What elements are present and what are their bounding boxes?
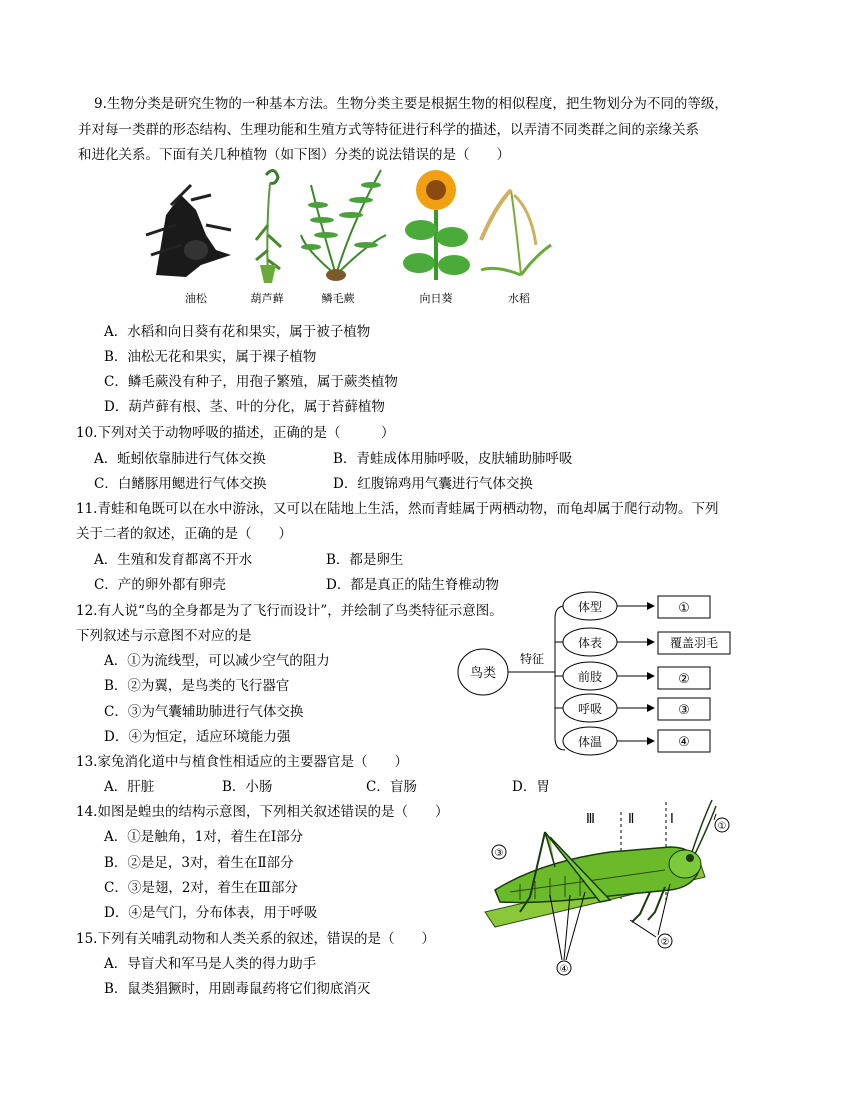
q11-option-d: D．都是真正的陆生脊椎动物 <box>326 577 499 593</box>
node-body-surface <box>563 628 730 656</box>
node-body-shape <box>563 592 710 620</box>
root-label: 鸟类 <box>469 666 497 681</box>
q14-option-d: D．④是气门，分布体表，用于呼吸 <box>104 905 318 921</box>
svg-text:③: ③ <box>678 703 690 718</box>
svg-text:①: ① <box>678 601 690 616</box>
svg-text:体型: 体型 <box>577 600 603 614</box>
marker-1: ① <box>717 821 727 832</box>
caption-fern: 鳞毛蕨 <box>321 292 355 305</box>
fern-image <box>301 170 386 281</box>
marker-3: ③ <box>494 848 504 859</box>
q14-option-a: A．①是触角，1对，着生在Ⅰ部分 <box>104 829 304 845</box>
q13-stem: 13.家兔消化道中与植食性相适应的主要器官是（ ） <box>76 754 408 770</box>
q12-option-a: A．①为流线型，可以减少空气的阻力 <box>104 653 330 669</box>
plant-figures <box>136 165 566 290</box>
q14-stem: 14.如图是蝗虫的结构示意图，下列相关叙述错误的是（ ） <box>76 804 449 820</box>
q12-stem-line1: 12.有人说“鸟的全身都是为了飞行而设计”，并绘制了鸟类特征示意图。 <box>76 603 503 619</box>
caption-rice: 水稻 <box>508 292 530 305</box>
q13-option-d: D．胃 <box>512 779 550 795</box>
marker-2: ② <box>660 937 670 948</box>
q15-option-b: B．鼠类猖獗时，用剧毒鼠药将它们彻底消灭 <box>104 981 371 997</box>
section-label-1: Ⅰ <box>670 812 674 827</box>
svg-text:呼吸: 呼吸 <box>577 702 603 716</box>
pine-image <box>146 185 231 277</box>
q13-option-b: B．小肠 <box>222 779 273 795</box>
caption-moss: 葫芦藓 <box>250 292 284 305</box>
q9-stem-line2: 并对每一类群的形态结构、生理功能和生殖方式等特征进行科学的描述，以弄清不同类群之间的亲缘关系 <box>78 122 699 138</box>
q13-option-c: C．盲肠 <box>366 779 417 795</box>
q11-option-a: A．生殖和发育都离不开水 <box>94 552 253 568</box>
q10-option-d: D．红腹锦鸡用气囊进行气体交换 <box>333 476 533 492</box>
q9-stem-line1: 9.生物分类是研究生物的一种基本方法。生物分类主要是根据生物的相似程度，把生物划分为不同的等级， <box>94 96 728 112</box>
svg-text:前肢: 前肢 <box>577 670 603 684</box>
q12-option-d: D．④为恒定，适应环境能力强 <box>104 729 291 745</box>
q9-stem-line3: 和进化关系。下面有关几种植物（如下图）分类的说法错误的是（ ） <box>78 147 510 163</box>
q10-option-a: A．蚯蚓依靠肺进行气体交换 <box>94 451 266 467</box>
svg-text:②: ② <box>678 672 690 687</box>
svg-text:体温: 体温 <box>577 735 603 749</box>
q9-option-a: A．水稻和向日葵有花和果实，属于被子植物 <box>104 324 371 340</box>
q11-stem-line2: 关于二者的叙述，正确的是（ ） <box>76 526 292 542</box>
q14-option-c: C．③是翅，2对，着生在Ⅲ部分 <box>104 880 298 896</box>
node-respiration <box>563 694 710 722</box>
section-label-2: Ⅱ <box>628 812 635 827</box>
moss-image <box>256 170 281 283</box>
node-body-temp <box>563 727 710 755</box>
node-forelimb <box>563 662 710 690</box>
q11-option-b: B．都是卵生 <box>326 552 404 568</box>
svg-text:覆盖羽毛: 覆盖羽毛 <box>669 636 719 650</box>
q12-stem-line2: 下列叙述与示意图不对应的是 <box>76 628 252 644</box>
section-label-3: Ⅲ <box>586 812 595 827</box>
edge-label: 特征 <box>519 652 545 666</box>
q9-option-c: C．鳞毛蕨没有种子，用孢子繁殖，属于蕨类植物 <box>104 374 398 390</box>
q13-option-a: A．肝脏 <box>104 779 155 795</box>
q10-stem: 10.下列对关于动物呼吸的描述，正确的是（ ） <box>76 425 395 441</box>
grasshopper-figure <box>480 792 770 982</box>
rice-image <box>481 190 551 275</box>
svg-text:体表: 体表 <box>577 636 603 650</box>
q15-option-a: A．导盲犬和军马是人类的得力助手 <box>104 956 317 972</box>
q10-option-c: C．白鳍豚用鳃进行气体交换 <box>94 476 267 492</box>
q11-option-c: C．产的卵外都有卵壳 <box>94 577 226 593</box>
q12-option-b: B．②为翼，是鸟类的飞行器官 <box>104 678 290 694</box>
sunflower-image <box>403 170 470 280</box>
caption-sunflower: 向日葵 <box>419 292 453 305</box>
marker-4: ④ <box>559 964 569 975</box>
q12-option-c: C．③为气囊辅助肺进行气体交换 <box>104 704 304 720</box>
q15-stem: 15.下列有关哺乳动物和人类关系的叙述，错误的是（ ） <box>76 931 435 947</box>
q11-stem-line1: 11.青蛙和龟既可以在水中游泳，又可以在陆地上生活，然而青蛙属于两栖动物，而龟却属于爬行动物。下列 <box>76 501 719 517</box>
caption-pine: 油松 <box>185 292 207 305</box>
q10-option-b: B．青蛙成体用肺呼吸，皮肤辅助肺呼吸 <box>333 451 573 467</box>
q9-option-d: D．葫芦藓有根、茎、叶的分化，属于苔藓植物 <box>104 399 385 415</box>
q9-option-b: B．油松无花和果实，属于裸子植物 <box>104 349 317 365</box>
svg-text:④: ④ <box>678 735 690 750</box>
bird-feature-diagram <box>455 588 745 760</box>
q14-option-b: B．②是足，3对，着生在Ⅱ部分 <box>104 855 294 871</box>
